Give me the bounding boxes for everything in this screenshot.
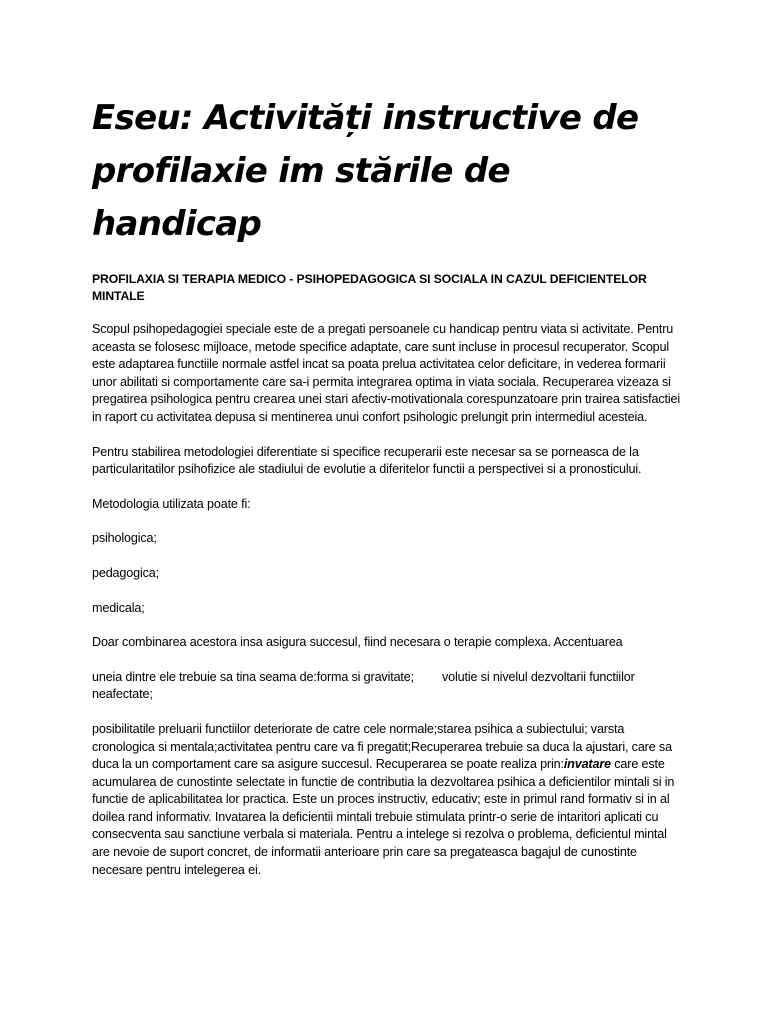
- list-item-medical: medicala;: [92, 600, 145, 615]
- paragraph-considerations: [92, 669, 684, 704]
- document-page: [92, 92, 684, 879]
- paragraph-scope: Scopul psihopedagogiei speciale este de a pregati persoanele cu handicap pentru viata si activitate. Pentru aceasta se folosesc mijloace, metode specifice adaptate, care sunt incluse in procesul recuperator. Scopul este adaptarea functiile normale astfel incat sa poata prelua activitatea celor deficitare, in vederea formarii unor abilitati si comportamente care sa-i permita integrarea optima in viata sociala. Recuperarea vizeaza si pregatirea psihologica pentru crearea unei stari afectiv-motivationala corespunzatoare prin trairea satisfactiei in raport cu activitatea depusa si mentinerea unui confort psihologic prelungit prin intermediul acesteia.: [92, 322, 681, 424]
- possibilities-part-a: posibilitatile preluarii functiilor deteriorate de catre cele normale;starea psihica a subiectului; varsta cronologica si mentala;activitatea pentru care va fi pregatit;Recuperarea trebuie sa duca la ajustari, care sa duca la un comportament care sa asigure succesul. Recuperarea se poate realiza prin:: [92, 721, 672, 772]
- emphasized-term: invatare: [563, 757, 611, 772]
- list-item-pedagogical: pedagogica;: [92, 565, 159, 580]
- section-heading: PROFILAXIA SI TERAPIA MEDICO - PSIHOPEDAGOGICA SI SOCIALA IN CAZUL DEFICIENTELOR MINTALE: [92, 272, 647, 303]
- considerations-part-a: uneia dintre ele trebuie sa tina seama de:forma si gravitate;: [92, 669, 414, 684]
- possibilities-part-b: care este acumularea de cunostinte selectate in functie de contributia la dezvoltarea psihica a deficientilor mintali si in functie de aplicabilitatea lor practica. Este un proces instructiv, educativ; este in primul rand formativ si in al doilea rand informativ. Invatarea la deficientii mintali trebuie stimulata printr-o serie de intaritori aplicati cu consecventa sau sanctiune verbala si materiala. Pentru a intelege si rezolva o problema, deficientul mintal are nevoie de suport concret, de informatii anterioare prin care sa pregateasca bagajul de cunostinte necesare pentru intelegerea ei.: [92, 757, 675, 877]
- paragraph-combination: Doar combinarea acestora insa asigura succesul, fiind necesara o terapie complexa. Accentuarea: [92, 635, 623, 650]
- list-item-psychological: psihologica;: [92, 531, 157, 546]
- paragraph-methodology-intro: Metodologia utilizata poate fi:: [92, 496, 251, 511]
- considerations-part-b: volutie si nivelul dezvoltarii functiilor neafectate;: [92, 669, 635, 702]
- document-title: Eseu: Activități instructive de profilaxie im stările de handicap: [92, 98, 639, 244]
- paragraph-methodology-basis: Pentru stabilirea metodologiei diferentiate si specifice recuperarii este necesar sa se porneasca de la particularitatilor psihofizice ale stadiului de evolutie a diferitelor functii a perspectivei si a pronosticului.: [92, 444, 642, 477]
- paragraph-possibilities: [92, 721, 684, 879]
